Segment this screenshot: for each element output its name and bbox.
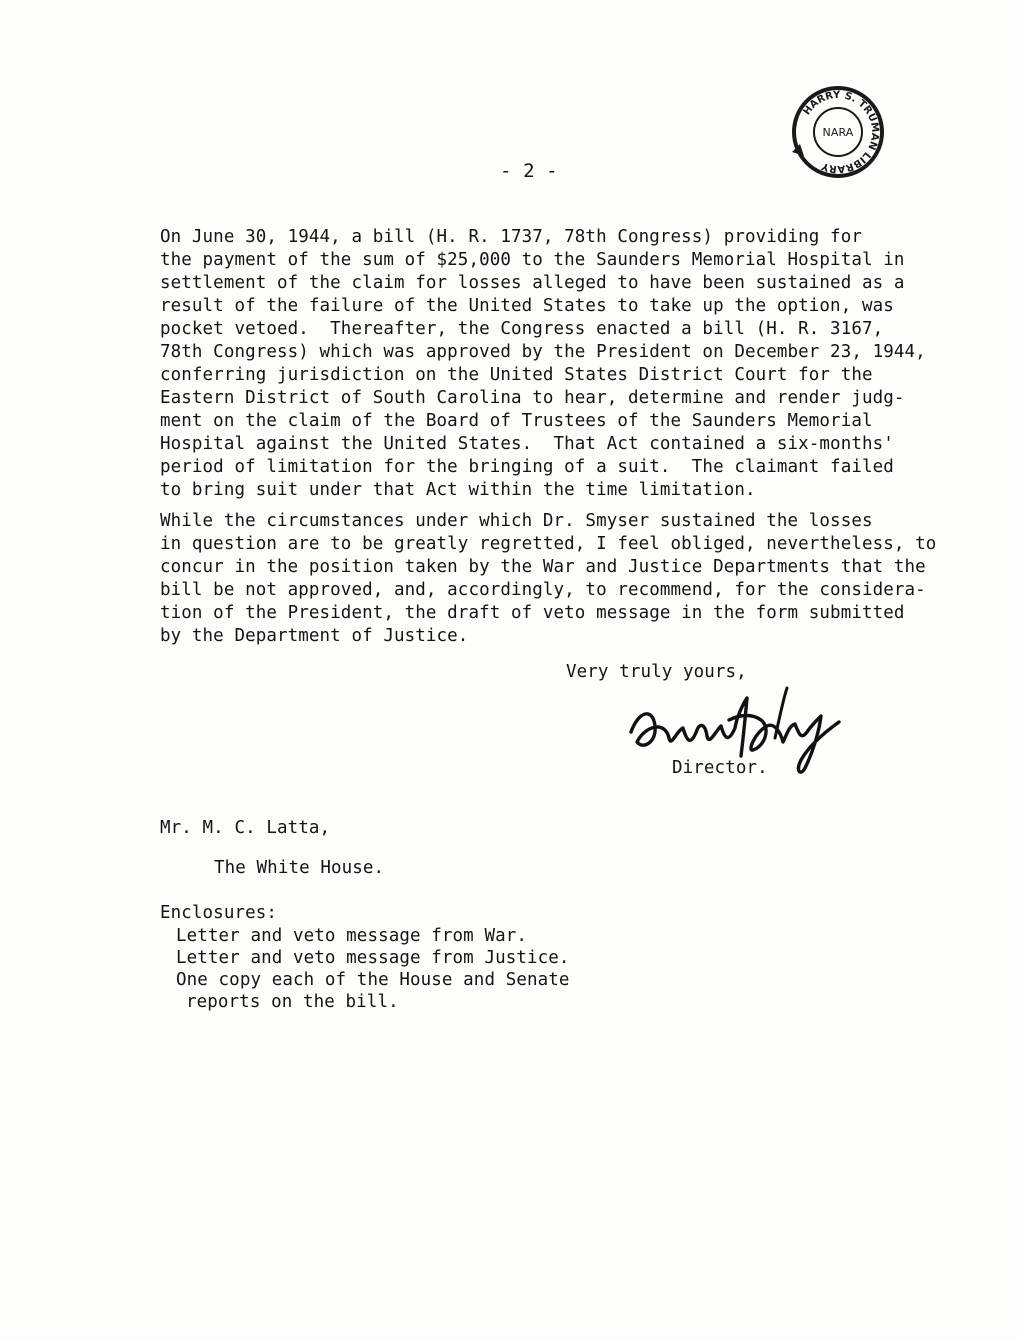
paragraph-line: On June 30, 1944, a bill (H. R. 1737, 78th Congress) providing for: [160, 227, 862, 247]
truman-library-stamp: [788, 82, 888, 182]
paragraph-line: pocket vetoed. Thereafter, the Congress enacted a bill (H. R. 3167,: [160, 319, 884, 339]
paragraph-line: bill be not approved, and, accordingly, to recommend, for the considera-: [160, 580, 926, 600]
paragraph-line: the payment of the sum of $25,000 to the Saunders Memorial Hospital in: [160, 250, 905, 270]
paragraph-line: 78th Congress) which was approved by the President on December 23, 1944,: [160, 342, 926, 362]
paragraph-line: period of limitation for the bringing of a suit. The claimant failed: [160, 457, 894, 477]
paragraph-line: by the Department of Justice.: [160, 626, 469, 646]
paragraph-line: to bring suit under that Act within the time limitation.: [160, 480, 756, 500]
addressee-org: The White House.: [214, 858, 385, 878]
paragraph-line: concur in the position taken by the War and Justice Departments that the: [160, 557, 926, 577]
paragraph-line: tion of the President, the draft of veto message in the form submitted: [160, 603, 905, 623]
paragraph-line: settlement of the claim for losses alleged to have been sustained as a: [160, 273, 905, 293]
enclosure-item: Letter and veto message from Justice.: [176, 948, 570, 968]
paragraph-line: Eastern District of South Carolina to hear, determine and render judg-: [160, 388, 905, 408]
enclosure-item: reports on the bill.: [186, 992, 399, 1012]
enclosures-heading: Enclosures:: [160, 903, 277, 923]
addressee-name: Mr. M. C. Latta,: [160, 818, 331, 838]
closing: Very truly yours,: [566, 662, 747, 682]
enclosure-item: Letter and veto message from War.: [176, 926, 527, 946]
enclosures-list: [176, 925, 570, 1013]
paragraph-line: result of the failure of the United States to take up the option, was: [160, 296, 894, 316]
paragraph-line: ment on the claim of the Board of Trustees of the Saunders Memorial: [160, 411, 873, 431]
page-number: - 2 -: [500, 160, 558, 182]
paragraph-line: While the circumstances under which Dr. Smyser sustained the losses: [160, 511, 873, 531]
enclosure-item: One copy each of the House and Senate: [176, 970, 570, 990]
stamp-ring-text: HARRY S. TRUMAN LIBRARY: [801, 89, 881, 175]
stamp-center-text: NARA: [822, 126, 854, 139]
signature-title: Director.: [672, 758, 768, 778]
paragraph-line: in question are to be greatly regretted, I feel obliged, nevertheless, to: [160, 534, 937, 554]
paragraph-line: conferring jurisdiction on the United States District Court for the: [160, 365, 873, 385]
paragraph-line: Hospital against the United States. That Act contained a six-months': [160, 434, 894, 454]
